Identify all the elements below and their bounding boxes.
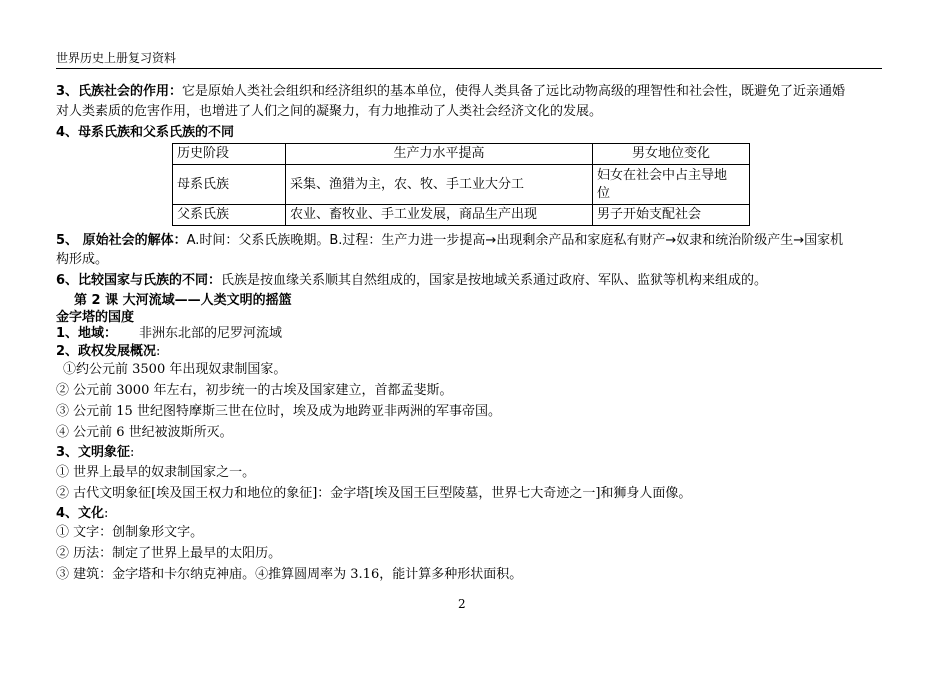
symbol-item: ① 世界上最早的奴隶制国家之一。 <box>56 465 256 480</box>
culture-item: ② 历法：制定了世界上最早的太阳历。 <box>56 546 282 561</box>
table-header-row <box>173 144 750 165</box>
item-3-text-2: 对人类素质的危害作用，也增进了人们之间的凝聚力，有力地推动了人类社会经济文化的发展。 <box>56 104 603 119</box>
culture-label: 4、文化 <box>56 506 105 521</box>
region-text: 非洲东北部的尼罗河流域 <box>139 326 283 341</box>
table-row <box>173 205 750 226</box>
table-row <box>173 165 750 205</box>
item-5-line-1 <box>56 233 843 249</box>
region-label: 1、地域： <box>56 326 118 341</box>
item-4-label: 4、母系氏族和父系氏族的不同 <box>56 125 235 140</box>
political-item: ①约公元前 3500 年出现奴隶制国家。 <box>63 362 287 377</box>
item-6-text: 氏族是按血缘关系顺其自然组成的，国家是按地域关系通过政府、军队、监狱等机构来组成的。 <box>221 273 768 288</box>
item-3-text-1: 它是原始人类社会组织和经济组织的基本单位，使得人类具备了远比动物高级的理智性和社会性，既避免了近亲通婚 <box>182 84 846 99</box>
table-cell-productivity: 农业、畜牧业、手工业发展，商品生产出现 <box>286 205 593 226</box>
symbol-heading <box>56 445 134 461</box>
table-cell-stage: 父系氏族 <box>173 205 286 226</box>
political-label: 2、政权发展概况 <box>56 344 157 359</box>
header-rule <box>56 68 882 69</box>
item-6-line <box>56 273 767 289</box>
table-cell-stage: 母系氏族 <box>173 165 286 205</box>
table-cell-status <box>593 165 750 205</box>
symbol-label: 3、文明象征 <box>56 445 131 460</box>
political-item: ③ 公元前 15 世纪图特摩斯三世在位时，埃及成为地跨亚非两洲的军事帝国。 <box>56 404 501 419</box>
item-6-label: 6、比较国家与氏族的不同： <box>56 273 222 288</box>
culture-heading <box>56 506 108 522</box>
clan-comparison-table <box>172 143 750 226</box>
section-title: 金字塔的国度 <box>56 310 135 325</box>
item-5-label: 5、 原始社会的解体： <box>56 233 187 248</box>
item-5-text-2: 构形成。 <box>56 252 109 267</box>
symbol-colon: : <box>130 445 135 460</box>
table-cell-status: 男子开始支配社会 <box>593 205 750 226</box>
page-number: 2 <box>458 597 466 611</box>
table-header-cell: 男女地位变化 <box>593 144 750 165</box>
culture-item: ③ 建筑：金字塔和卡尔纳克神庙。④推算圆周率为 3.16，能计算多种形状面积。 <box>56 567 523 582</box>
table-header-cell: 生产力水平提高 <box>286 144 593 165</box>
table-cell-status-line-1: 妇女在社会中占主导地 <box>597 167 728 183</box>
table-header-cell: 历史阶段 <box>173 144 286 165</box>
item-5-text-1: A.时间：父系氏族晚期。B.过程：生产力进一步提高→出现剩余产品和家庭私有财产→奴隶和统治阶级产生→国家机 <box>186 233 844 248</box>
culture-item: ① 文字：创制象形文字。 <box>56 525 204 540</box>
political-item: ② 公元前 3000 年左右，初步统一的古埃及国家建立，首都孟斐斯。 <box>56 383 453 398</box>
item-3-line-1 <box>56 84 845 100</box>
political-heading <box>56 344 160 360</box>
lesson-title: 第 2 课 大河流域——人类文明的摇篮 <box>74 293 292 308</box>
table-cell-status-line-2: 位 <box>597 185 611 201</box>
region-line <box>56 326 282 342</box>
culture-colon: : <box>104 506 109 521</box>
political-item: ④ 公元前 6 世纪被波斯所灭。 <box>56 425 233 440</box>
political-colon: : <box>156 344 161 359</box>
item-3-label: 3、氏族社会的作用： <box>56 84 183 99</box>
table-cell-productivity: 采集、渔猎为主，农、牧、手工业大分工 <box>286 165 593 205</box>
page-header: 世界历史上册复习资料 <box>56 51 177 65</box>
symbol-item: ② 古代文明象征[埃及国王权力和地位的象征]：金字塔[埃及国王巨型陵墓，世界七大奇迹之一]和狮身人面像。 <box>56 486 692 501</box>
